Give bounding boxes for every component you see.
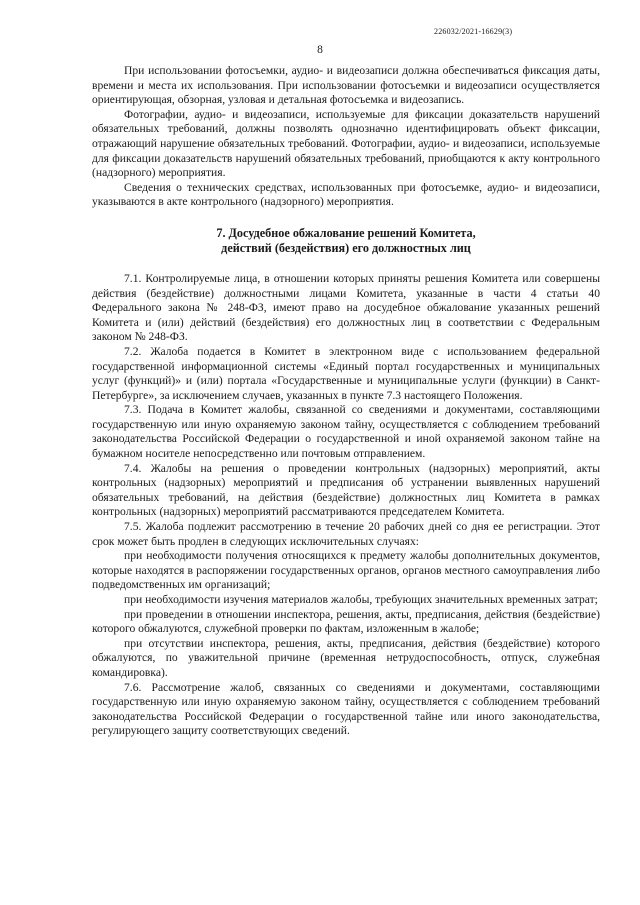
paragraph-7-5-case-1: при необходимости получения относящихся к предмету жалобы дополнительных документов, которые находятся в распоряжении государственных органов, органов местного самоуправления либо подведомственных им организаций;	[92, 549, 600, 592]
paragraph-photo-evidence: Фотографии, аудио- и видеозаписи, используемые для фиксации доказательств нарушений обязательных требований, должны позволять однозначно идентифицировать объект фиксации, отражающий нарушение обязательных требований. Фотографии, аудио- и видеозаписи, используемые для фиксации доказательств нарушений обязательных требований, приобщаются к акту контрольного (надзорного) мероприятия.	[92, 107, 600, 180]
paragraph-7-5: 7.5. Жалоба подлежит рассмотрению в течение 20 рабочих дней со дня ее регистрации. Этот срок может быть продлен в следующих исключительных случаях:	[92, 520, 600, 548]
paragraph-technical-means: Сведения о технических средствах, использованных при фотосъемке, аудио- и видеозаписи, указываются в акте контрольного (надзорного) мероприятия.	[92, 180, 600, 209]
paragraph-7-5-case-3: при проведении в отношении инспектора, решения, акты, предписания, действия (бездействие) которого обжалуются, служебной проверки по фактам, изложенным в жалобе;	[92, 607, 600, 636]
paragraph-7-3: 7.3. Подача в Комитет жалобы, связанной со сведениями и документами, составляющими государственную или иную охраняемую законом тайну, осуществляется с соблюдением требований законодательства Российской Федерации о государственной и иной охраняемой законом тайне на бумажном носителе непосредственно или почтовым отправлением.	[92, 403, 600, 461]
section-heading	[92, 226, 600, 256]
paragraph-7-2: 7.2. Жалоба подается в Комитет в электронном виде с использованием федеральной государственной информационной системы «Единый портал государственных и муниципальных услуг (функций)» и (или) портала «Государственные и муниципальные услуги (функции) в Санкт-Петербурге», за исключением случаев, указанных в пункте 7.3 настоящего Положения.	[92, 344, 600, 402]
paragraph-7-1: 7.1. Контролируемые лица, в отношении которых приняты решения Комитета или совершены действия (бездействие) должностными лицами Комитета, указанные в части 4 статьи 40 Федерального закона № 248-ФЗ, имеют право на досудебное обжалование указанных решений Комитета и (или) действий (бездействия) его должностных лиц в соответствии с Федеральным законом № 248-ФЗ.	[92, 271, 600, 344]
page-number: 8	[317, 44, 323, 56]
paragraph-photo-recording: При использовании фотосъемки, аудио- и видеозаписи должна обеспечиваться фиксация даты, времени и места их использования. При использовании фотосъемки и видеозаписи осуществляется ориентирующая, обзорная, узловая и детальная фотосъемка и видеозапись.	[92, 64, 600, 107]
section-heading-line-2: действий (бездействия) его должностных лиц	[221, 240, 471, 255]
paragraph-7-6: 7.6. Рассмотрение жалоб, связанных со сведениями и документами, составляющими государственную или иную охраняемую законом тайну, осуществляется с соблюдением требований законодательства Российской Федерации о государственной тайне или иного законодательства, регулирующего защиту соответствующих сведений.	[92, 680, 600, 738]
paragraph-7-5-case-2: при необходимости изучения материалов жалобы, требующих значительных временных затрат;	[124, 593, 598, 606]
document-number: 226032/2021-16629(3)	[434, 27, 513, 36]
section-heading-line-1: 7. Досудебное обжалование решений Комитета,	[216, 225, 476, 240]
paragraph-7-5-case-4: при отсутствии инспектора, решения, акты, предписания, действия (бездействие) которого обжалуются, по уважительной причине (временная нетрудоспособность, отпуск, служебная командировка).	[92, 636, 600, 679]
paragraph-7-4: 7.4. Жалобы на решения о проведении контрольных (надзорных) мероприятий, акты контрольных (надзорных) мероприятий и предписания об устранении выявленных нарушений обязательных требований, на действия (бездействие) должностных лиц Комитета в рамках контрольных (надзорных) мероприятий рассматриваются председателем Комитета.	[92, 461, 600, 519]
document-body	[92, 64, 600, 739]
